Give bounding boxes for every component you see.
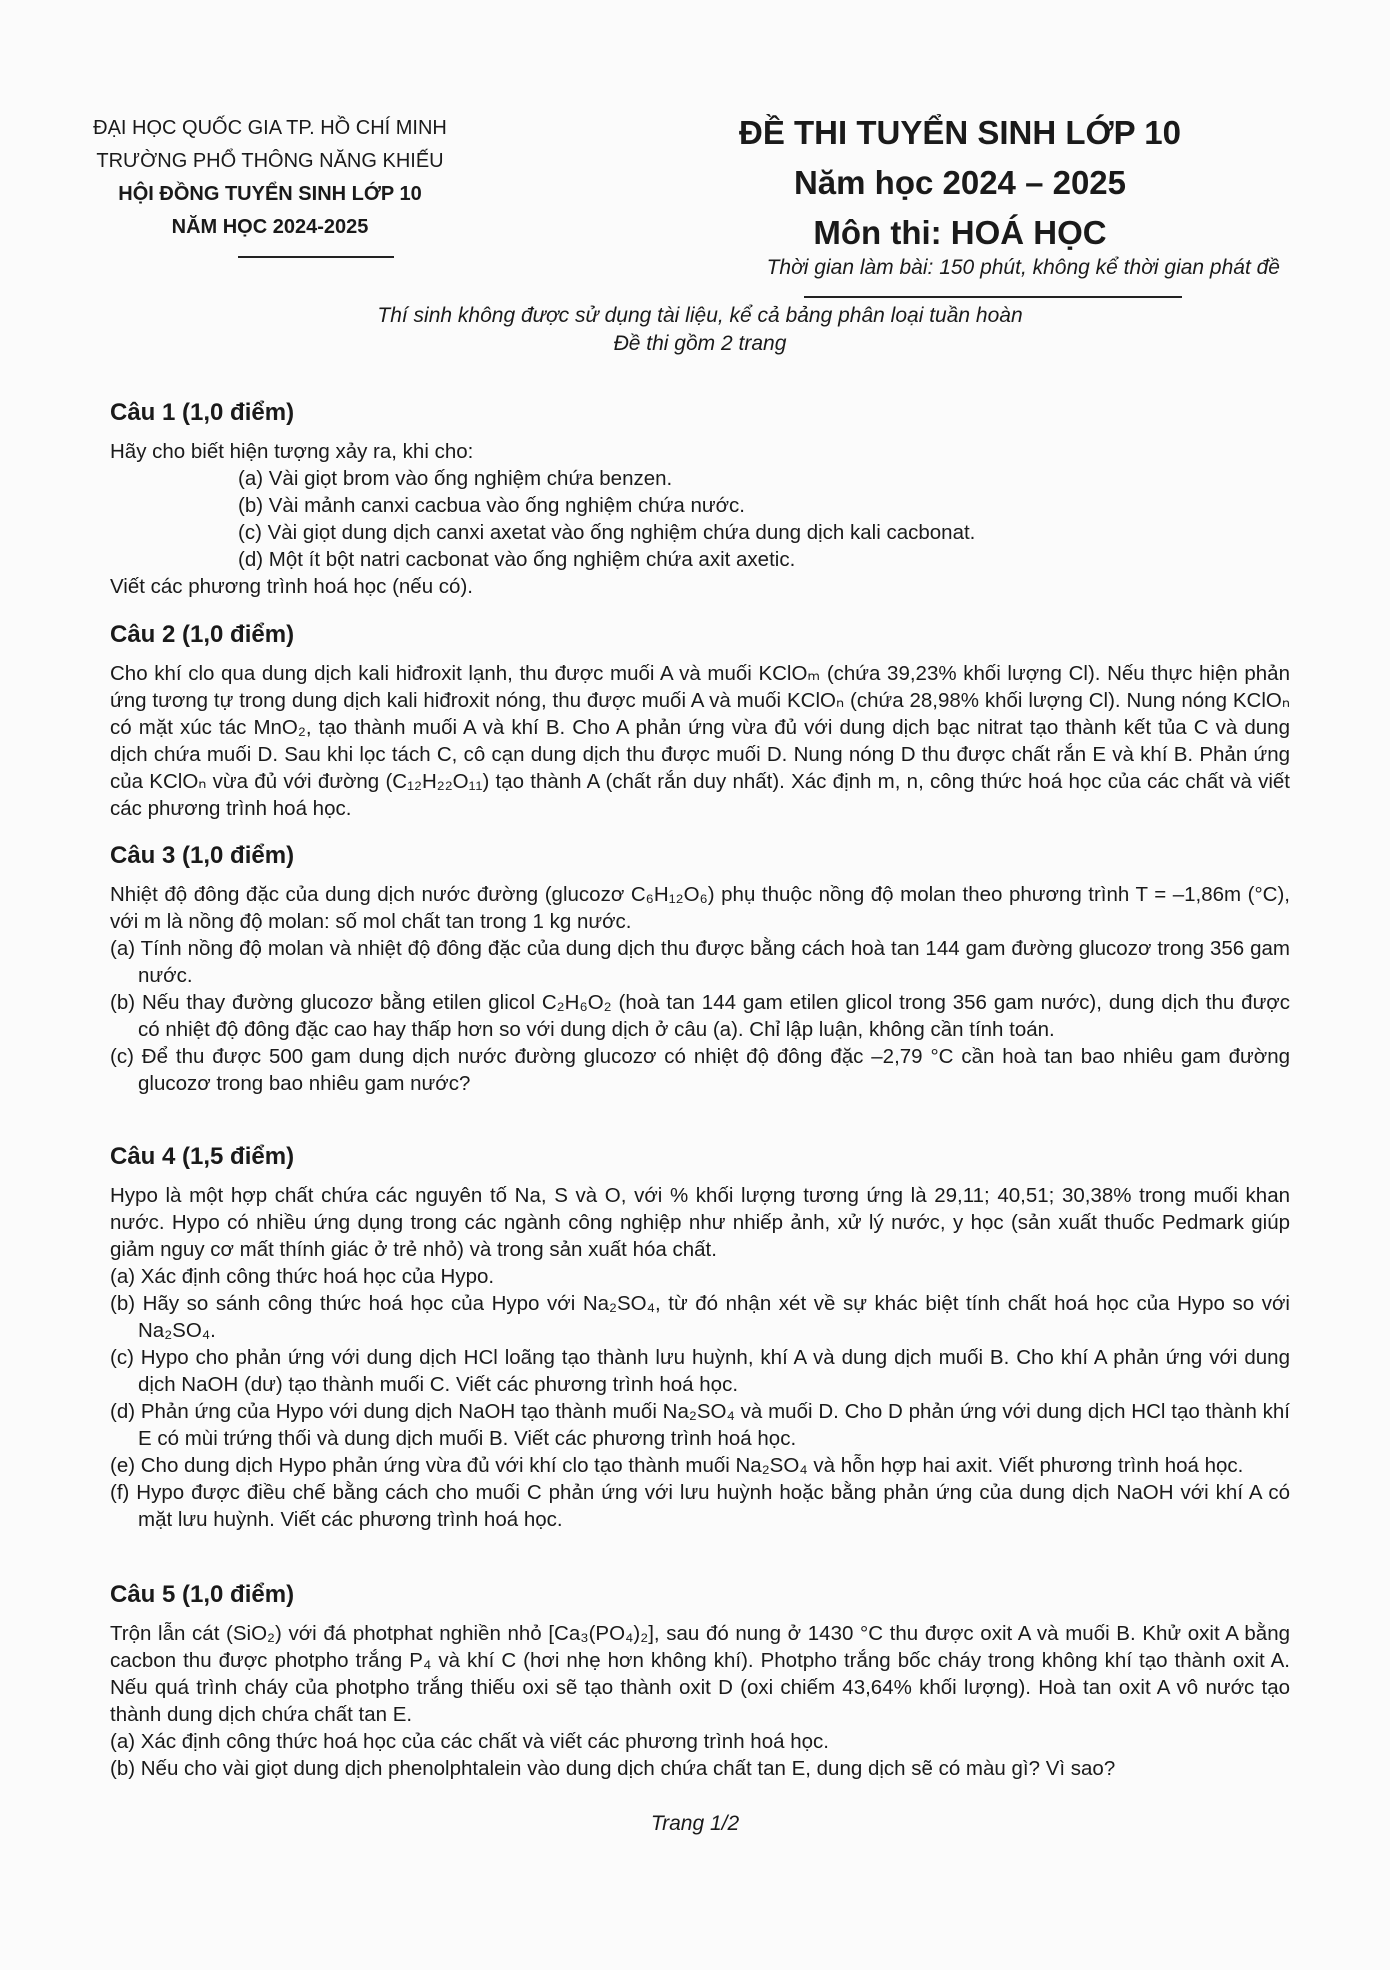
question-item: (b) Nếu cho vài giọt dung dịch phenolphtalein vào dung dịch chứa chất tan E, dung dịch sẽ có màu gì? Vì sao? (110, 1757, 1116, 1780)
question-text: Cho khí clo qua dung dịch kali hiđroxit lạnh, thu được muối A và muối KClOₘ (chứa 39,23% khối lượng Cl). Nếu thực hiện phản ứng tương tự trong dung dịch kali hiđroxit nóng, thu được muối A và muối KClOₙ (chứa 28,98% khối lượng Cl). Nung nóng KClOₙ có mặt xúc tác MnO₂, tạo thành muối A và khí B. Cho A phản ứng vừa đủ với dung dịch bạc nitrat tạo thành kết tủa C và dung dịch chứa muối D. Sau khi lọc tách C, cô cạn dung dịch thu được muối D. Nung nóng D thu được chất rắn E và khí B. Phản ứng của KClOₙ vừa đủ với đường (C₁₂H₂₂O₁₁) tạo thành A (chất rắn duy nhất). Xác định m, n, công thức hoá học của các chất và viết các phương trình hoá học. (110, 662, 1290, 820)
school-year: NĂM HỌC 2024-2025 (171, 216, 369, 238)
question-heading: Câu 4 (1,5 điểm) (110, 1143, 295, 1170)
question-item: (b) Nếu thay đường glucozơ bằng etilen glicol C₂H₆O₂ (hoà tan 144 gam etilen glicol trong 356 gam nước), dung dịch thu được có nhiệt độ đông đặc cao hay thấp hơn so với dung dịch ở câu (a). Chỉ lập luận, không cần tính toán. (110, 991, 1290, 1041)
exam-title: ĐỀ THI TUYỂN SINH LỚP 10 (739, 114, 1181, 151)
question-item: (a) Vài giọt brom vào ống nghiệm chứa benzen. (238, 467, 673, 490)
question-item: (d) Phản ứng của Hypo với dung dịch NaOH tạo thành muối Na₂SO₄ và muối D. Cho D phản ứng với dung dịch HCl tạo thành khí E có mùi trứng thối và dung dịch muối B. Viết các phương trình hoá học. (110, 1400, 1290, 1450)
question-item: (b) Vài mảnh canxi cacbua vào ống nghiệm chứa nước. (238, 494, 745, 517)
question-heading: Câu 3 (1,0 điểm) (110, 842, 295, 869)
exam-year: Năm học 2024 – 2025 (793, 164, 1127, 201)
divider (804, 296, 1182, 298)
question-item: (a) Xác định công thức hoá học của các chất và viết các phương trình hoá học. (110, 1730, 829, 1753)
question-item: (c) Để thu được 500 gam dung dịch nước đường glucozơ có nhiệt độ đông đặc –2,79 °C cần hoà tan bao nhiêu gam đường glucozơ trong bao nhiêu gam nước? (110, 1045, 1290, 1095)
school-name: TRƯỜNG PHỔ THÔNG NĂNG KHIẾU (96, 150, 444, 172)
question-text: Hypo là một hợp chất chứa các nguyên tố Na, S và O, với % khối lượng tương ứng là 29,11; 40,51; 30,38% trong muối khan nước. Hypo có nhiều ứng dụng trong các ngành công nghiệp như nhiếp ảnh, xử lý nước, y học (sản xuất thuốc Pedmark giúp giảm nguy cơ mất thính giác ở trẻ nhỏ) và trong sản xuất hóa chất. (110, 1184, 1290, 1261)
question-text: Nhiệt độ đông đặc của dung dịch nước đường (glucozơ C₆H₁₂O₆) phụ thuộc nồng độ molan theo phương trình T = –1,86m (°C), với m là nồng độ molan: số mol chất tan trong 1 kg nước. (110, 883, 1290, 933)
question-text: Viết các phương trình hoá học (nếu có). (110, 575, 473, 598)
question-text: Hãy cho biết hiện tượng xảy ra, khi cho: (110, 440, 474, 463)
question-3 (110, 841, 1290, 1097)
question-heading: Câu 1 (1,0 điểm) (110, 399, 295, 426)
question-heading: Câu 2 (1,0 điểm) (110, 621, 295, 648)
question-item: (b) Hãy so sánh công thức hoá học của Hypo với Na₂SO₄, từ đó nhận xét về sự khác biệt tính chất hoá học của Hypo so với Na₂SO₄. (110, 1292, 1290, 1342)
question-5 (110, 1580, 1290, 1782)
divider (238, 256, 394, 258)
question-1 (110, 398, 1290, 600)
note-materials: Thí sinh không được sử dụng tài liệu, kể cả bảng phân loại tuần hoàn (377, 304, 1023, 327)
question-item: (d) Một ít bột natri cacbonat vào ống nghiệm chứa axit axetic. (238, 548, 796, 571)
page-number: Trang 1/2 (650, 1812, 740, 1835)
question-2 (110, 620, 1290, 822)
institution-header (60, 112, 480, 244)
exam-title-block (680, 108, 1240, 258)
exam-duration: Thời gian làm bài: 150 phút, không kể thời gian phát đề (766, 256, 1280, 279)
council-name: HỘI ĐỒNG TUYỂN SINH LỚP 10 (118, 183, 422, 205)
question-item: (a) Tính nồng độ molan và nhiệt độ đông đặc của dung dịch thu được bằng cách hoà tan 144 gam đường glucozơ trong 356 gam nước. (110, 937, 1290, 987)
note-pages: Đề thi gồm 2 trang (613, 332, 787, 355)
exam-subject: Môn thi: HOÁ HỌC (813, 214, 1107, 251)
question-item: (f) Hypo được điều chế bằng cách cho muối C phản ứng với lưu huỳnh hoặc bằng phản ứng của dung dịch NaOH với khí A có mặt lưu huỳnh. Viết các phương trình hoá học. (110, 1481, 1290, 1531)
question-item: (c) Vài giọt dung dịch canxi axetat vào ống nghiệm chứa dung dịch kali cacbonat. (238, 521, 976, 544)
question-item: (c) Hypo cho phản ứng với dung dịch HCl loãng tạo thành lưu huỳnh, khí A và dung dịch muối B. Cho khí A phản ứng với dung dịch NaOH (dư) tạo thành muối C. Viết các phương trình hoá học. (110, 1346, 1290, 1396)
university-name: ĐẠI HỌC QUỐC GIA TP. HỒ CHÍ MINH (93, 117, 447, 139)
question-item: (a) Xác định công thức hoá học của Hypo. (110, 1265, 495, 1288)
question-text: Trộn lẫn cát (SiO₂) với đá photphat nghiền nhỏ [Ca₃(PO₄)₂], sau đó nung ở 1430 °C thu được oxit A và muối B. Khử oxit A bằng cacbon thu được photpho trắng P₄ và khí C (hơi nhẹ hơn không khí). Photpho trắng bốc cháy trong không khí tạo thành oxit A. Nếu quá trình cháy của photpho trắng thiếu oxi sẽ tạo thành oxit D (oxi chiếm 43,64% khối lượng). Hoà tan oxit A vô nước tạo thành dung dịch chứa chất tan E. (110, 1622, 1290, 1726)
question-4 (110, 1142, 1290, 1533)
question-item: (e) Cho dung dịch Hypo phản ứng vừa đủ với khí clo tạo thành muối Na₂SO₄ và hỗn hợp hai axit. Viết phương trình hoá học. (110, 1454, 1244, 1477)
question-heading: Câu 5 (1,0 điểm) (110, 1581, 295, 1608)
exam-notes (200, 302, 1200, 358)
